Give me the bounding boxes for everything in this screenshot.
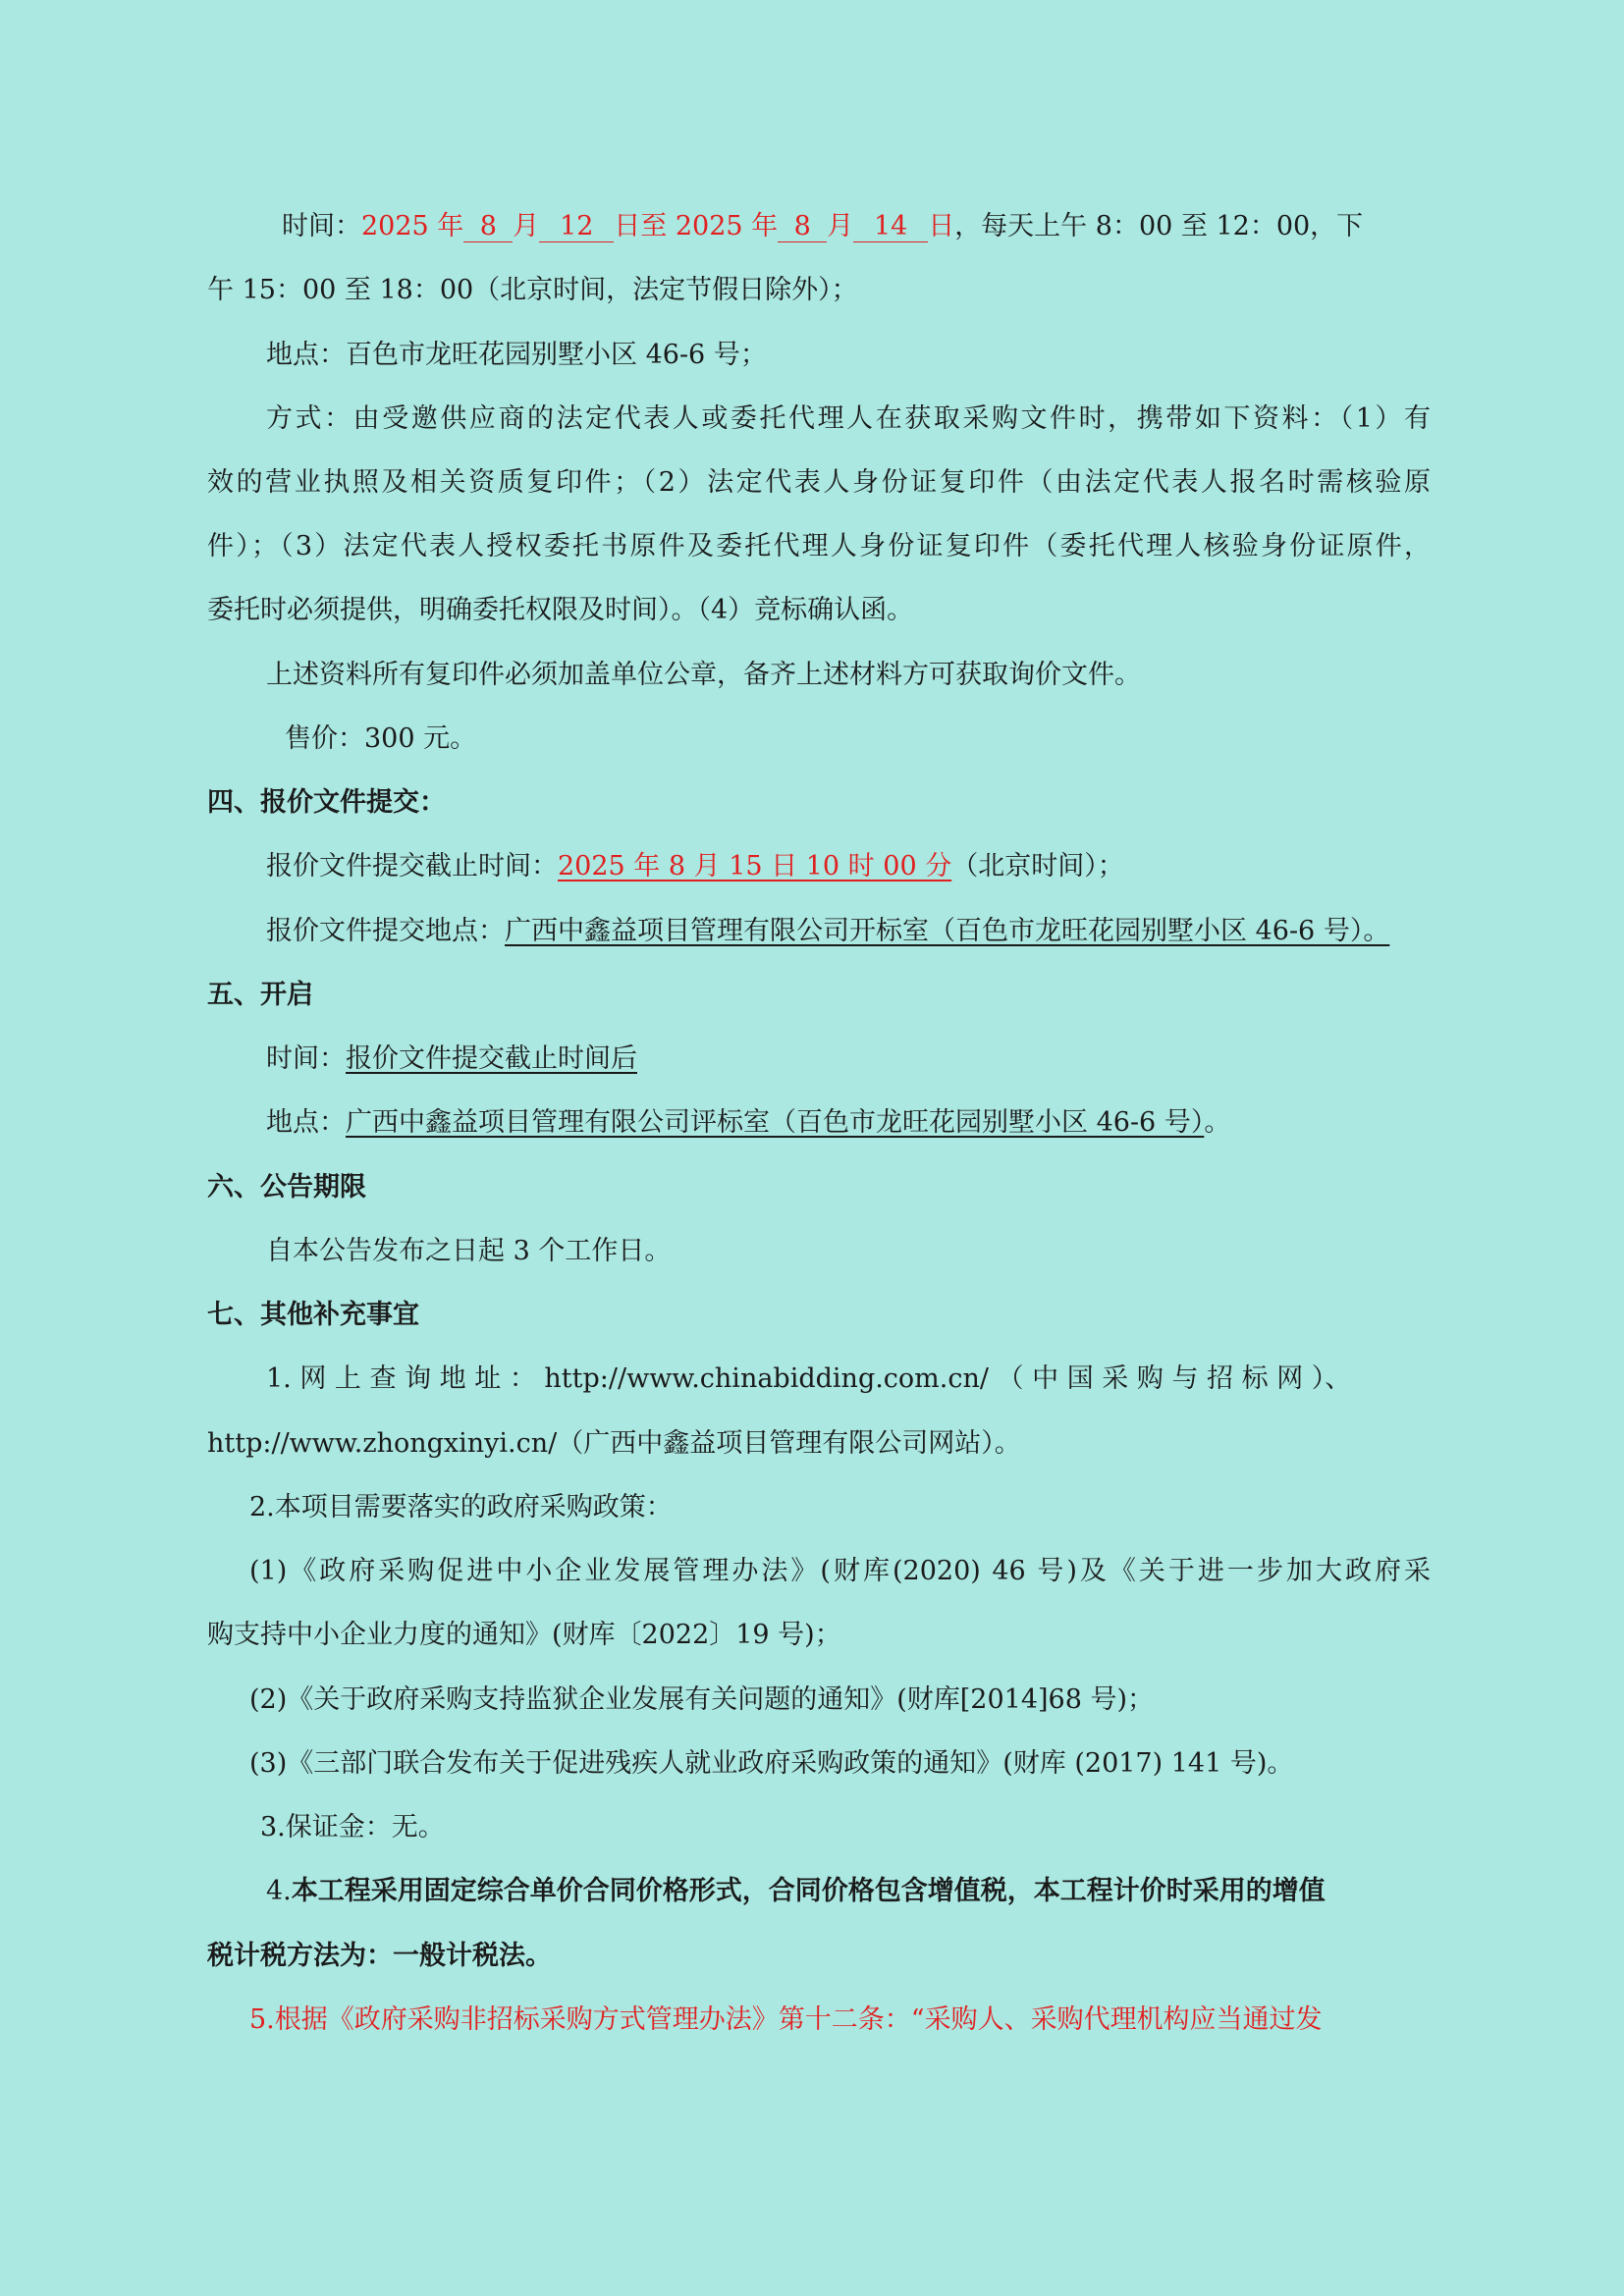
- section-5-heading: 五、开启: [207, 980, 313, 1010]
- month-char-2: 月: [827, 211, 854, 241]
- time-to-year: 日至 2025 年: [614, 211, 779, 241]
- section-4-heading: 四、报价文件提交：: [207, 787, 446, 818]
- purchase-time-line: [207, 209, 1431, 244]
- policy-1-line-1: (1)《政府采购促进中小企业发展管理办法》(财库(2020) 46 号)及《关于进一步加大政府采: [249, 1556, 1431, 1586]
- copies-note: 上述资料所有复印件必须加盖单位公章，备齐上述材料方可获取询价文件。: [266, 660, 1141, 690]
- method-line-1: 方式：由受邀供应商的法定代表人或委托代理人在获取采购文件时，携带如下资料：（1）有: [266, 403, 1431, 434]
- opening-place-line: [207, 1105, 1489, 1141]
- time-end-day: 14: [853, 212, 928, 242]
- method-line-3: 件）；（3）法定代表人授权委托书原件及委托代理人身份证复印件（委托代理人核验身份证原件，: [207, 531, 1431, 561]
- opening-place-value: 广西中鑫益项目管理有限公司评标室（百色市龙旺花园别墅小区 46-6 号）: [346, 1107, 1205, 1138]
- policy-1-line-2: 购支持中小企业力度的通知》(财库〔2022〕19 号)；: [207, 1620, 841, 1650]
- announcement-period: 自本公告发布之日起 3 个工作日。: [266, 1236, 672, 1266]
- policy-intro: 2.本项目需要落实的政府采购政策：: [249, 1492, 673, 1522]
- submission-place-line: [207, 914, 1489, 949]
- contract-form-line-1: [207, 1874, 1489, 1909]
- month-char-1: 月: [513, 211, 540, 241]
- submission-place-value: 广西中鑫益项目管理有限公司开标室（百色市龙旺花园别墅小区 46-6 号）。: [505, 916, 1390, 946]
- deposit: 3.保证金：无。: [260, 1812, 445, 1842]
- submission-place-label: 报价文件提交地点：: [266, 916, 505, 946]
- deadline-label: 报价文件提交截止时间：: [266, 851, 558, 881]
- opening-time-line: [207, 1041, 1489, 1077]
- deadline-tail: （北京时间）；: [951, 851, 1124, 881]
- regulation-article-12: 5.根据《政府采购非招标采购方式管理办法》第十二条：“采购人、采购代理机构应当通过发: [249, 2004, 1323, 2035]
- time-end-month: 8: [778, 212, 827, 242]
- policy-2: (2)《关于政府采购支持监狱企业发展有关问题的通知》(财库[2014]68 号)；: [249, 1684, 1155, 1715]
- opening-time-value: 报价文件提交截止时间后: [346, 1043, 637, 1074]
- method-line-2: 效的营业执照及相关资质复印件；（2）法定代表人身份证复印件（由法定代表人报名时需核验原: [207, 467, 1431, 498]
- item-4-number: 4.: [266, 1876, 292, 1906]
- time-start-year: 2025 年: [361, 211, 464, 241]
- time-start-month: 8: [463, 212, 513, 242]
- submission-deadline-line: [207, 849, 1489, 884]
- contract-form-line-2: 税计税方法为：一般计税法。: [207, 1941, 552, 1971]
- sale-price: 售价：300 元。: [285, 723, 477, 754]
- section-7-heading: 七、其他补充事宜: [207, 1300, 419, 1330]
- section-6-heading: 六、公告期限: [207, 1172, 366, 1202]
- method-line-4: 委托时必须提供，明确委托权限及时间）。（4）竞标确认函。: [207, 595, 914, 625]
- opening-place-tail: 。: [1204, 1107, 1231, 1138]
- opening-time-label: 时间：: [266, 1043, 346, 1074]
- policy-3: (3)《三部门联合发布关于促进残疾人就业政府采购政策的通知》(财库 (2017) 141 号)。: [249, 1748, 1294, 1779]
- query-address-line-1: 1. 网 上 查 询 地 址 ： http://www.chinabidding.com.cn/ （ 中 国 采 购 与 招 标 网 ）、: [266, 1363, 1352, 1394]
- deadline-value: 2025 年 8 月 15 日 10 时 00 分: [558, 851, 952, 881]
- time-label: 时间：: [282, 211, 361, 241]
- opening-place-label: 地点：: [266, 1107, 346, 1138]
- purchase-place: 地点：百色市龙旺花园别墅小区 46-6 号；: [266, 340, 767, 370]
- contract-form-text: 本工程采用固定综合单价合同价格形式，合同价格包含增值税，本工程计价时采用的增值: [291, 1876, 1326, 1906]
- query-address-line-2: http://www.zhongxinyi.cn/（广西中鑫益项目管理有限公司网站）。: [207, 1428, 1021, 1459]
- time-daily-hours: ，每天上午 8：00 至 12：00，下: [954, 211, 1364, 241]
- purchase-time-line-2: 午 15：00 至 18：00（北京时间，法定节假日除外）；: [207, 275, 858, 305]
- time-start-day: 12: [539, 212, 614, 242]
- day-char: 日: [928, 211, 955, 241]
